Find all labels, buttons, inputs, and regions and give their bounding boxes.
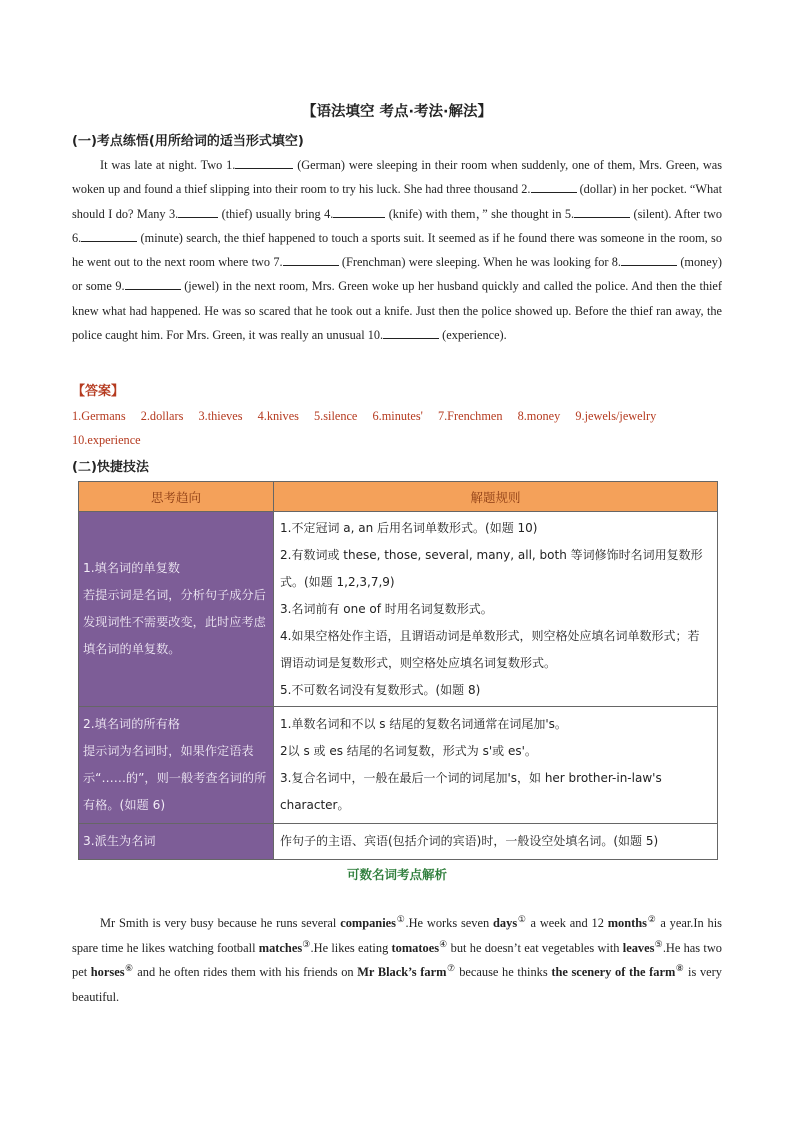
story-text: but he doesn’t eat vegetables with xyxy=(447,940,623,955)
rules-table xyxy=(78,481,718,860)
keyword: the scenery of the farm xyxy=(551,965,676,979)
story-text: a year.In his spare time he likes watching football xyxy=(72,916,723,955)
passage-text: (money) or some 9. xyxy=(72,255,722,294)
passage-text: (German) were sleeping in their room when suddenly, one of them, Mrs. Green, was woken up and found a thief slipping into their room to try his luck. She had three thousand 2. xyxy=(72,158,722,197)
keyword: matches xyxy=(258,940,303,955)
page-title: 【语法填空 考点·考法·解法】 xyxy=(301,104,493,120)
column-header-thinking: 思考趋向 xyxy=(79,482,274,512)
footnote-marker: ① xyxy=(517,913,527,924)
answer-heading: 【答案】 xyxy=(72,384,125,399)
passage-text: (Frenchman) were sleeping. When he was looking for 8. xyxy=(338,255,621,270)
keyword: Mr Black’s farm xyxy=(357,965,447,979)
table-row xyxy=(79,512,718,707)
blank-1[interactable] xyxy=(235,155,293,169)
keyword: companies xyxy=(340,916,396,930)
keyword: tomatoes xyxy=(391,940,440,955)
passage-text: (thief) usually bring 4. xyxy=(218,206,334,221)
passage-text: (jewel) in the next room, Mrs. Green woke up her husband quickly and called the police. And then the thief knew what had happened. He was so scared that he took out a knife. Just then the police showed up. Before the thief ran away, the police caught him. For Mrs. Green, it was really an unusual 10. xyxy=(72,279,722,343)
table-cell-rules xyxy=(274,707,718,824)
answer-item: 10.experience xyxy=(72,433,141,447)
answer-list xyxy=(72,404,722,452)
story-text: because he thinks xyxy=(455,965,552,979)
rule-line: 2.有数词或 these, those, several, many, all, both 等词修饰时名词用复数形式。(如题 1,2,3,7,9) xyxy=(280,547,703,589)
story-text: is very beautiful. xyxy=(72,965,722,1004)
table-row xyxy=(79,707,718,824)
answer-item: 6.minutes' xyxy=(372,409,423,423)
rule-line: 3.名词前有 one of 时用名词复数形式。 xyxy=(280,601,493,616)
story-text: Mr Smith is very busy because he runs several xyxy=(100,916,341,930)
rule-line: 3.复合名词中，一般在最后一个词的词尾加's，如 her brother-in-law's character。 xyxy=(280,771,662,812)
table-cell-category xyxy=(79,707,274,824)
category-title: 3.派生为名词 xyxy=(83,834,156,848)
category-title: 1.填名词的单复数 xyxy=(83,561,180,575)
footnote-marker: ⑥ xyxy=(124,962,134,973)
rule-line: 5.不可数名词没有复数形式。(如题 8) xyxy=(280,682,481,697)
blank-5[interactable] xyxy=(574,204,630,218)
table-cell-rules xyxy=(274,512,718,707)
keyword: days xyxy=(493,916,518,930)
passage-text: (dollar) in her pocket. “What should I do? Many 3. xyxy=(72,182,722,221)
category-desc: 提示词为名词时，如果作定语表示“……的”，则一般考查名词的所有格。(如题 6) xyxy=(83,744,267,812)
table-cell-rules xyxy=(274,824,718,860)
answer-item: 9.jewels/jewelry xyxy=(575,409,657,423)
cloze-passage xyxy=(72,153,722,347)
footnote-marker: ⑧ xyxy=(675,962,685,973)
passage-text: (minute) search, the thief happened to touch a sports suit. It seemed as if he found there was someone in the room, so he went out to the next room where two 7. xyxy=(72,230,722,270)
answer-item: 1.Germans xyxy=(72,409,126,423)
blank-10[interactable] xyxy=(383,325,439,339)
rule-line: 2以 s 或 es 结尾的名词复数，形式为 s'或 es'。 xyxy=(280,744,537,758)
example-story xyxy=(72,911,722,1009)
category-desc: 若提示词是名词，分析句子成分后发现词性不需要改变，此时应考虑填名词的单复数。 xyxy=(83,588,266,656)
blank-9[interactable] xyxy=(125,276,181,290)
rule-line: 作句子的主语、宾语(包括介词的宾语)时，一般设空处填名词。(如题 5) xyxy=(280,834,659,848)
passage-paragraph xyxy=(72,153,722,347)
footnote-marker: ② xyxy=(646,913,657,924)
footnote-marker: ⑤ xyxy=(654,938,663,949)
table-cell-category xyxy=(79,824,274,860)
rule-line: 1.不定冠词 a, an 后用名词单数形式。(如题 10) xyxy=(280,520,538,535)
blank-3[interactable] xyxy=(178,204,218,218)
blank-8[interactable] xyxy=(621,252,677,266)
passage-text: (silent). After two 6. xyxy=(72,206,722,245)
answer-item: 8.money xyxy=(517,409,561,423)
answer-item: 4.knives xyxy=(257,409,299,423)
story-text: .He has two pet xyxy=(72,940,722,979)
blank-2[interactable] xyxy=(531,179,577,193)
footnote-marker: ③ xyxy=(302,938,311,949)
footnote-marker: ① xyxy=(395,913,406,924)
story-text: .He works seven xyxy=(405,916,494,930)
story-text: .He likes eating xyxy=(310,940,392,955)
story-text: and he often rides them with his friends on xyxy=(133,965,358,979)
column-header-rules: 解题规则 xyxy=(274,482,718,512)
blank-4[interactable] xyxy=(333,204,385,218)
table-header-row xyxy=(79,482,718,512)
answer-item: 3.thieves xyxy=(198,409,243,423)
story-paragraph xyxy=(72,911,722,1009)
category-title: 2.填名词的所有格 xyxy=(83,717,180,731)
answer-item: 7.Frenchmen xyxy=(437,409,503,423)
rule-line: 4.如果空格处作主语，且谓语动词是单数形式，则空格处应填名词单数形式；若谓语动词是复数形式，则空格处应填名词复数形式。 xyxy=(280,628,700,670)
rule-line: 1.单数名词和不以 s 结尾的复数名词通常在词尾加's。 xyxy=(280,717,567,731)
passage-text: It was late at night. Two 1. xyxy=(100,158,236,172)
blank-7[interactable] xyxy=(283,252,339,266)
answer-item: 5.silence xyxy=(314,409,358,423)
story-text: a week and 12 xyxy=(526,916,608,930)
section-heading-tips: (二)快捷技法 xyxy=(72,460,149,475)
passage-text: (knife) with them，” she thought in 5. xyxy=(385,206,575,221)
passage-text: (experience). xyxy=(439,328,507,343)
subsection-title: 可数名词考点解析 xyxy=(346,867,447,882)
answer-item: 2.dollars xyxy=(140,409,184,423)
keyword: months xyxy=(607,916,647,930)
table-row xyxy=(79,824,718,860)
footnote-marker: ⑦ xyxy=(446,962,456,973)
keyword: leaves xyxy=(622,940,655,955)
blank-6[interactable] xyxy=(81,228,137,242)
section-heading-practice: (一)考点练悟(用所给词的适当形式填空) xyxy=(72,134,304,149)
footnote-marker: ④ xyxy=(439,938,448,949)
keyword: horses xyxy=(90,965,125,979)
table-cell-category xyxy=(79,512,274,707)
